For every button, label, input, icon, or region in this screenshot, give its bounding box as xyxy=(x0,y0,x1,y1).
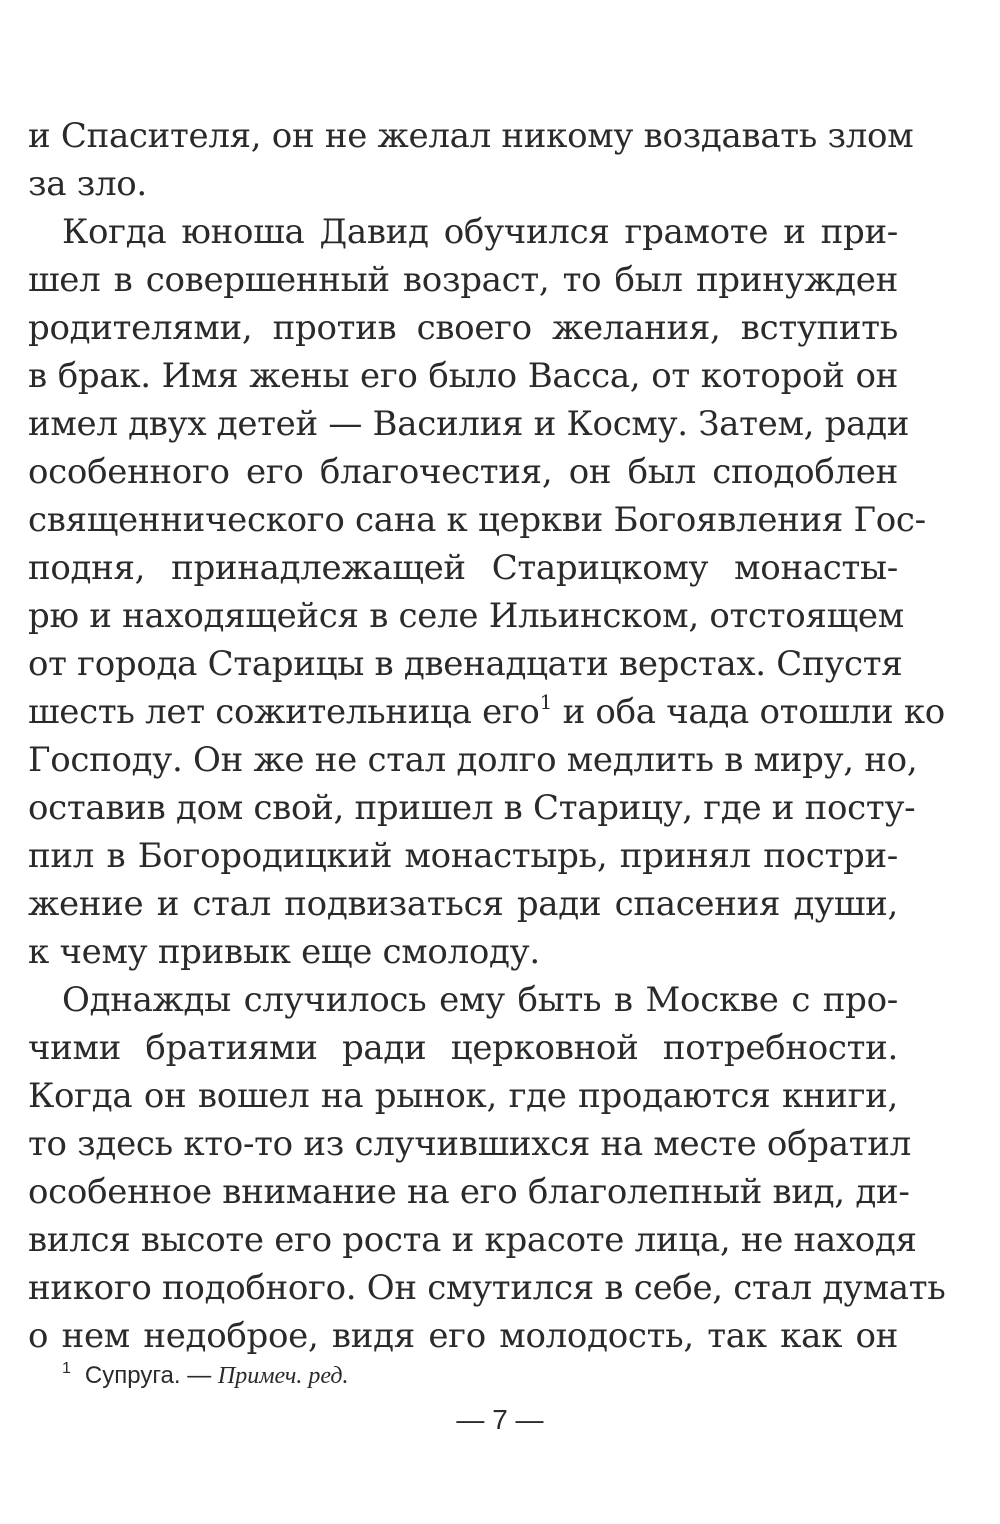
footnote-reference[interactable]: 1 xyxy=(539,690,553,714)
text-line: родителями, против своего желания, вступить xyxy=(28,308,898,348)
text-line: за зло. xyxy=(28,164,147,204)
footnote-editor-note: Примеч. ред. xyxy=(217,1363,349,1389)
footnote xyxy=(62,1352,349,1393)
text-line: священнического сана к церкви Богоявления Гос- xyxy=(28,500,926,540)
text-line: то здесь кто-то из случившихся на месте обратил xyxy=(28,1124,911,1164)
text-line: оставив дом свой, пришел в Старицу, где и посту- xyxy=(28,788,916,828)
text-line: Однажды случилось ему быть в Москве с про- xyxy=(62,980,898,1020)
text-line: вился высоте его роста и красоте лица, не находя xyxy=(28,1220,917,1260)
text-line: рю и находящейся в селе Ильинском, отстоящем xyxy=(28,596,904,636)
text-line-with-footnote-ref xyxy=(28,688,945,736)
text-segment: и оба чада отошли ко xyxy=(562,692,945,732)
text-line: чими братиями ради церковной потребности. xyxy=(28,1028,898,1068)
footnote-text: Супруга. — xyxy=(84,1362,212,1389)
text-line: Когда юноша Давид обучился грамоте и при- xyxy=(62,212,898,252)
footnote-number: 1 xyxy=(62,1360,71,1377)
page-number: — 7 — xyxy=(456,1404,544,1435)
text-line: шел в совершенный возраст, то был принужден xyxy=(28,260,898,300)
text-line: от города Старицы в двенадцати верстах. Спустя xyxy=(28,644,903,684)
text-line: имел двух детей — Василия и Косму. Затем, ради xyxy=(28,404,910,444)
text-line: Господу. Он же не стал долго медлить в миру, но, xyxy=(28,740,918,780)
text-line: никого подобного. Он смутился в себе, стал думать xyxy=(28,1268,946,1308)
text-line: в брак. Имя жены его было Васса, от которой он xyxy=(28,356,898,396)
text-line: пил в Богородицкий монастырь, принял постри- xyxy=(28,836,898,876)
text-line: особенного его благочестия, он был сподоблен xyxy=(28,452,898,492)
text-line: к чему привык еще смолоду. xyxy=(28,932,540,972)
text-line: и Спасителя, он не желал никому воздавать злом xyxy=(28,116,914,156)
text-line: Когда он вошел на рынок, где продаются книги, xyxy=(28,1076,898,1116)
text-line: о нем недоброе, видя его молодость, так как он xyxy=(28,1316,898,1356)
text-line: особенное внимание на его благолепный вид, ди- xyxy=(28,1172,910,1212)
text-line: жение и стал подвизаться ради спасения души, xyxy=(28,884,898,924)
text-line: подня, принадлежащей Старицкому монасты- xyxy=(28,548,898,588)
text-segment: шесть лет сожительница его xyxy=(28,692,540,732)
